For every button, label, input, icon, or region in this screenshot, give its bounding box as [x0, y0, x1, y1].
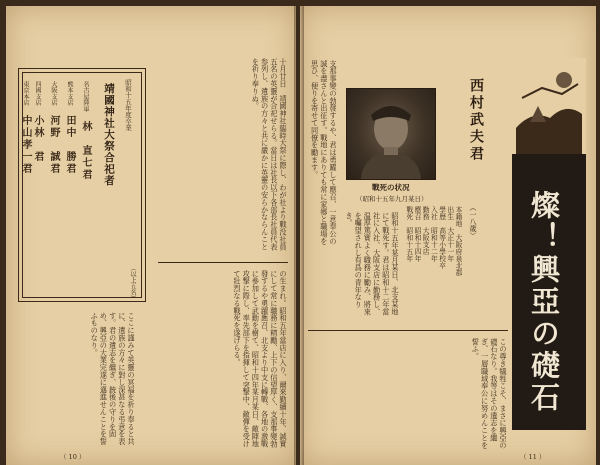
right-first-column: 支那事變の勃發するや、君は勇躍して應召、一意奉公の誠を盡さんと出征す。戰地にありても常に家郷と職場を思ひ、便りを寄せて同僚を勵ます。 [310, 60, 338, 245]
subject-name: 西村武夫君 [468, 78, 484, 163]
memorial-entry: 東京本店 中山孝一君 [20, 81, 31, 175]
memorial-entry: 大阪支店 河野 誠君 [48, 81, 59, 175]
left-bottom-text: の生まれ。昭和五年當店に入り、爾來勤續十年、誠實にして常に職務に精勵、上下の信望厚く、支那事變勃發するや勇躍應召、北支より中支に轉戰、各地の激戰に參加して武勳を樹て、昭和十四年某月某日、敵陣地攻撃に際し、率先部下を指揮して突撃中、敵彈を受けて壯烈なる戰死を遂げらる。 [232, 270, 288, 448]
left-lower-text: ここに謹みて英靈の冥福を祈り奉ると共に、遺族の方々に對し深甚なる弔意を表す。君の遺志を繼ぎ、銃後の守りを固め、興亞の大業完遂に邁進せんことを誓ふものなり。 [90, 312, 136, 446]
memorial-date: 昭和十五年度卒業 [124, 79, 132, 131]
profile-block: 本籍地 大阪府泉北郡 出生 大正十一年 學歴 高等小學校卒 入社 昭和十二年 勤務 大阪支店 應召 昭和十四年 戰死 昭和十五年 [404, 206, 462, 276]
book-gutter [294, 0, 304, 465]
right-middle-text: 昭和十五年某月某日、北支某地にて戰死す。君は昭和十二年當社に入社、大阪支店に勤務し、温厚篤實よく職務に勵み、將來を囑望されし有爲の青年なりき。 [344, 212, 400, 316]
memorial-note: （以上五名） [129, 265, 136, 301]
battle-illustration-icon [512, 58, 586, 154]
column-rule [308, 330, 508, 331]
memorial-entry: 四國支店 小林 君 [32, 81, 43, 163]
left-upper-text: 十月廿日 靖國神社臨時大祭に際し、わが社より戰没社員五名の英靈が合祀せらる。當日は社長以下各部長社員代表参列し、遺族の方々と共に嚴かに英靈の安らかならんことを祈り奉りぬ。 [251, 58, 288, 251]
subject-age: （一八歳） [469, 204, 477, 239]
article-title: 燦！興亞の礎石 [527, 190, 561, 414]
memorial-entry: 名古屋陸軍 林 直七君 [80, 81, 91, 182]
page-number-left: （ 10 ） [60, 453, 86, 461]
portrait-photo [346, 88, 436, 180]
memorial-entry: 熊本支店 田中 勝君 [64, 81, 75, 175]
photo-subcaption: （昭和十五年九月某日） [356, 195, 428, 203]
column-rule [158, 262, 288, 263]
soldier-portrait-icon [347, 89, 435, 179]
right-bottom-text: この尊き犠牲こそ、まさに興亞の礎石なり。我等はその遺志を繼ぎ、一層職域奉公に努めんことを誓ふ。 [471, 338, 508, 449]
page-number-right: （ 11 ） [520, 453, 546, 461]
memorial-box [18, 68, 146, 302]
memorial-title: 靖國神社大祭合祀者 [103, 83, 115, 187]
photo-caption: 戰死の状况 [372, 183, 410, 192]
